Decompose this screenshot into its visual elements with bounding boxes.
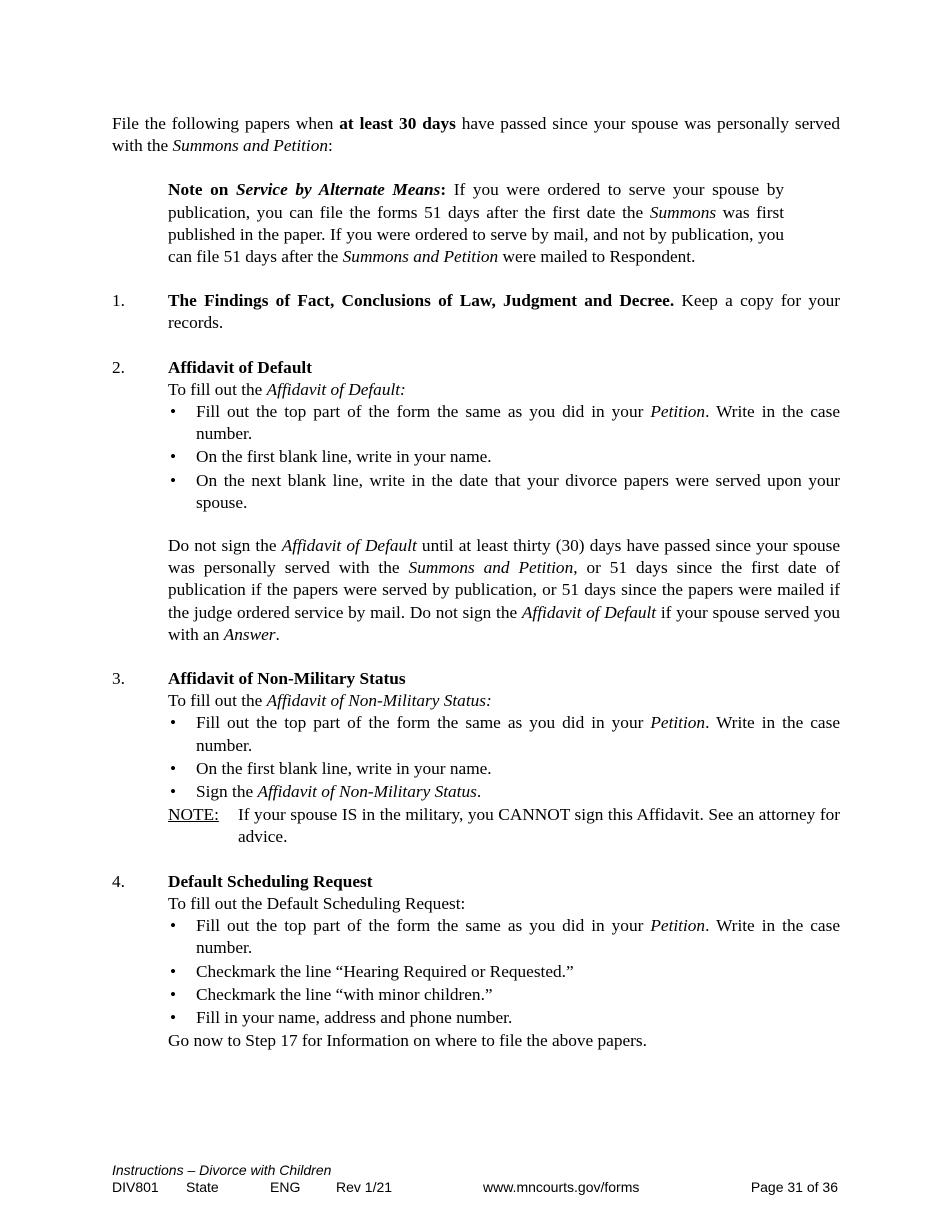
bullet-item: • Fill out the top part of the form the same as you did in your Petition. Write in the case number. — [168, 915, 840, 959]
bullet-item: • Fill in your name, address and phone number. — [168, 1007, 840, 1029]
note-label: NOTE: — [168, 805, 219, 825]
alternate-service-note: Note on Service by Alternate Means: If you were ordered to serve your spouse by publication, you can file the forms 51 days after the first date the Summons was first published in the paper. If you were ordered to serve by mail, and not by publication, you can file 51 days after the Summons and Petition were mailed to Respondent. — [168, 180, 784, 267]
bullet-item: • Checkmark the line “with minor children.” — [168, 984, 840, 1006]
step-subtitle: To fill out the Default Scheduling Request: — [168, 893, 466, 913]
bullet-item: • Sign the Affidavit of Non-Military Status. — [168, 781, 840, 803]
step-item-default-scheduling-request — [112, 871, 840, 1053]
document-body — [112, 113, 840, 1074]
bullet-item: • Fill out the top part of the form the same as you did in your Petition. Write in the case number. — [168, 712, 840, 756]
step-number: 2. — [112, 357, 125, 377]
footer-jurisdiction: State — [186, 1179, 219, 1195]
step-item-non-military-status — [112, 668, 840, 849]
step-title: Affidavit of Default — [168, 357, 312, 377]
step-title: Affidavit of Non-Military Status — [168, 669, 406, 689]
bullet-item: • On the first blank line, write in your name. — [168, 758, 840, 780]
step-subtitle: To fill out the Affidavit of Default: — [168, 379, 406, 399]
bullet-item: • Fill out the top part of the form the same as you did in your Petition. Write in the case number. — [168, 401, 840, 445]
step-title: Default Scheduling Request — [168, 871, 373, 891]
footer-page-number: Page 31 of 36 — [750, 1179, 838, 1195]
bullet-item: • On the first blank line, write in your name. — [168, 446, 840, 468]
step-number: 1. — [112, 291, 125, 311]
closing-instruction: Go now to Step 17 for Information on where to file the above papers. — [168, 1031, 647, 1051]
page-footer — [112, 1162, 840, 1196]
footer-language: ENG — [270, 1179, 301, 1195]
bullet-list — [168, 915, 840, 1029]
bullet-item: • Checkmark the line “Hearing Required or Requested.” — [168, 961, 840, 983]
step-title: The Findings of Fact, Conclusions of Law, Judgment and Decree. — [168, 291, 675, 311]
bullet-list — [168, 401, 840, 514]
footer-url[interactable]: www.mncourts.gov/forms — [483, 1179, 640, 1195]
footer-form-id: DIV801 — [112, 1179, 159, 1195]
step-subtitle: To fill out the Affidavit of Non-Military Status: — [168, 691, 492, 711]
default-warning-paragraph: Do not sign the Affidavit of Default until at least thirty (30) days have passed since your spouse was personally served with the Summons and Petition, or 51 days since the first date of publication if the papers were served by publication, or 51 days since the papers were mailed if the judge ordered service by mail. Do not sign the Affidavit of Default if your spouse served you with an Answer. — [168, 536, 840, 644]
intro-paragraph: File the following papers when at least 30 days have passed since your spouse was personally served with the Summons and Petition: — [112, 114, 840, 156]
military-note: NOTE: If your spouse IS in the military, you CANNOT sign this Affidavit. See an attorney for advice. — [168, 805, 840, 847]
step-item-affidavit-of-default — [112, 357, 840, 646]
step-number: 4. — [112, 871, 125, 891]
footer-title: Instructions – Divorce with Children — [112, 1162, 332, 1178]
step-item-findings: 1. The Findings of Fact, Conclusions of Law, Judgment and Decree. Keep a copy for your records. — [112, 291, 841, 333]
bullet-item: • On the next blank line, write in the date that your divorce papers were served upon your spouse. — [168, 470, 840, 514]
step-number: 3. — [112, 669, 125, 689]
footer-revision: Rev 1/21 — [336, 1179, 393, 1195]
bullet-list — [168, 712, 840, 803]
